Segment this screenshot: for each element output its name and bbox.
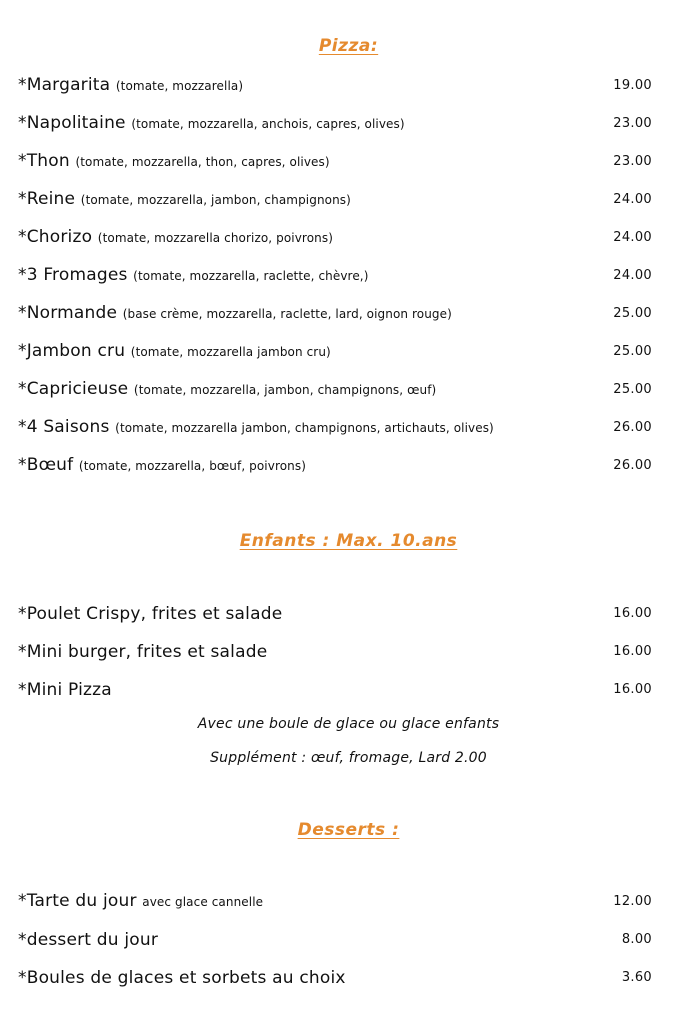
item-price: 3.60 xyxy=(621,970,652,985)
item-price: 16.00 xyxy=(613,606,652,621)
item-name: *Margarita xyxy=(18,75,111,95)
item-name: *Tarte du jour xyxy=(18,891,137,911)
menu-item xyxy=(18,74,652,98)
item-price: 12.00 xyxy=(613,894,652,909)
item-price: 24.00 xyxy=(613,230,652,245)
menu-item xyxy=(18,150,652,174)
item-name: *Thon xyxy=(18,151,70,171)
menu-item xyxy=(18,264,652,288)
menu-item xyxy=(18,340,652,364)
item-description: (tomate, mozzarella, jambon, champignons) xyxy=(80,193,351,207)
item-name: *Napolitaine xyxy=(18,113,126,133)
item-description: (tomate, mozzarella, thon, capres, olives) xyxy=(75,155,330,169)
item-description: (base crème, mozzarella, raclette, lard, oignon rouge) xyxy=(122,307,452,321)
item-price: 26.00 xyxy=(613,420,652,435)
item-price: 8.00 xyxy=(621,932,652,947)
item-name: *dessert du jour xyxy=(18,930,159,950)
item-price: 25.00 xyxy=(613,306,652,321)
item-name: *3 Fromages xyxy=(18,265,128,285)
item-price: 25.00 xyxy=(613,382,652,397)
item-price: 16.00 xyxy=(613,644,652,659)
item-price: 19.00 xyxy=(613,78,652,93)
menu-item xyxy=(18,416,652,440)
menu-item xyxy=(18,302,652,326)
item-price: 23.00 xyxy=(613,154,652,169)
item-name: *Poulet Crispy, frites et salade xyxy=(18,604,283,624)
pizza-section-title: Pizza: xyxy=(318,36,379,56)
item-price: 26.00 xyxy=(613,458,652,473)
menu-item xyxy=(18,188,652,212)
item-name: *Chorizo xyxy=(18,227,93,247)
menu-item xyxy=(18,602,652,626)
item-description: (tomate, mozzarella chorizo, poivrons) xyxy=(97,231,333,245)
item-name: *4 Saisons xyxy=(18,417,110,437)
item-name: *Bœuf xyxy=(18,455,74,475)
item-price: 24.00 xyxy=(613,268,652,283)
item-name: *Mini burger, frites et salade xyxy=(18,642,268,662)
item-price: 16.00 xyxy=(613,682,652,697)
enfants-note-ice-cream: Avec une boule de glace ou glace enfants xyxy=(197,716,500,732)
item-price: 23.00 xyxy=(613,116,652,131)
item-description: (tomate, mozzarella, raclette, chèvre,) xyxy=(133,269,369,283)
item-description: (tomate, mozzarella, jambon, champignons, œuf) xyxy=(133,383,437,397)
enfants-section-title: Enfants : Max. 10.ans xyxy=(239,531,458,551)
item-description: (tomate, mozzarella jambon, champignons, artichauts, olives) xyxy=(115,421,494,435)
item-name: *Capricieuse xyxy=(18,379,129,399)
item-description: (tomate, mozzarella) xyxy=(115,79,244,93)
menu-item xyxy=(18,678,652,702)
menu-item xyxy=(18,966,652,990)
item-description: avec glace cannelle xyxy=(142,895,264,909)
item-description: (tomate, mozzarella jambon cru) xyxy=(130,345,331,359)
item-description: (tomate, mozzarella, bœuf, poivrons) xyxy=(78,459,306,473)
menu-item xyxy=(18,454,652,478)
desserts-section-title: Desserts : xyxy=(297,820,400,840)
item-price: 24.00 xyxy=(613,192,652,207)
item-name: *Boules de glaces et sorbets au choix xyxy=(18,968,346,988)
item-description: (tomate, mozzarella, anchois, capres, olives) xyxy=(131,117,405,131)
menu-item xyxy=(18,378,652,402)
item-name: *Mini Pizza xyxy=(18,680,112,700)
item-price: 25.00 xyxy=(613,344,652,359)
menu-item xyxy=(18,640,652,664)
menu-item xyxy=(18,928,652,952)
menu-item xyxy=(18,226,652,250)
item-name: *Normande xyxy=(18,303,118,323)
item-name: *Jambon cru xyxy=(18,341,126,361)
menu-item xyxy=(18,890,652,914)
enfants-note-supplement: Supplément : œuf, fromage, Lard 2.00 xyxy=(210,750,487,766)
menu-item xyxy=(18,112,652,136)
item-name: *Reine xyxy=(18,189,76,209)
